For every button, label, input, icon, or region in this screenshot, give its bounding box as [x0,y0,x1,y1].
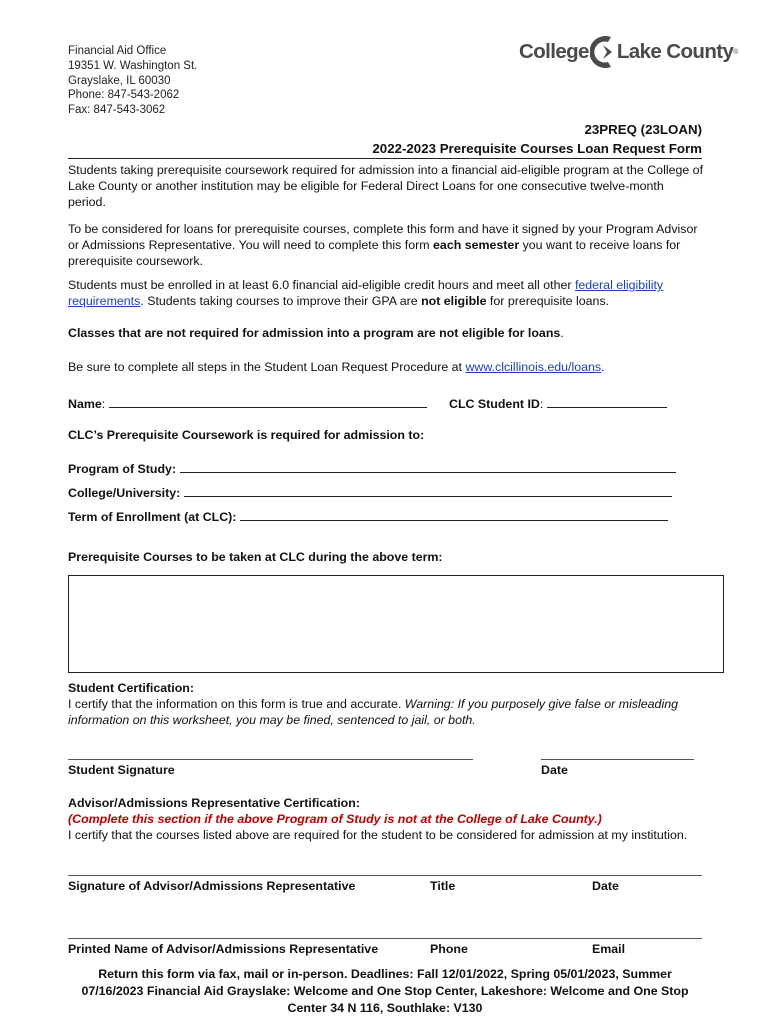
office-name: Financial Aid Office [68,45,167,57]
advisor-signature-label: Signature of Advisor/Admissions Representative [68,879,356,893]
intro-paragraph-5: Be sure to complete all steps in the Student Loan Request Procedure at www.clcillinois.edu/loans. [68,360,605,374]
office-fax: Fax: 847-543-3062 [68,104,166,117]
intro-paragraph-4: Classes that are not required for admission into a program are not eligible for loans. [68,326,564,340]
advisor-certification [68,796,704,843]
term-of-enrollment-label: Term of Enrollment (at CLC): [68,510,237,524]
college-university-label: College/University: [68,486,181,500]
term-of-enrollment-input-line[interactable] [240,508,668,521]
advisor-certification-text: I certify that the courses listed above are required for the student to be considered for admission at my institution. [68,827,688,842]
logo-mark-icon [590,35,616,69]
not-eligible-emphasis: not eligible [421,293,487,308]
program-of-study-label: Program of Study: [68,462,177,476]
footer-line-3: Center 34 N 116, Southlake: V130 [287,1001,483,1015]
name-label: Name [68,397,102,411]
form-title: 2022-2023 Prerequisite Courses Loan Request Form [372,141,702,156]
office-phone: Phone: 847-543-2062 [68,89,180,102]
advisor-certification-heading: Advisor/Admissions Representative Certification: [68,796,360,810]
each-semester-emphasis: each semester [433,237,520,252]
college-logo [519,30,738,74]
term-of-enrollment-field[interactable] [68,508,668,524]
student-signature-line[interactable] [68,759,473,760]
loans-procedure-link[interactable]: www.clcillinois.edu/loans [465,360,602,374]
name-input-line[interactable] [109,395,427,408]
header-divider [68,158,702,159]
advisor-printed-name-label: Printed Name of Advisor/Admissions Representative [68,942,379,956]
advisor-title-label: Title [430,879,456,893]
advisor-certification-note: (Complete this section if the above Program of Study is not at the College of Lake County.) [68,811,602,826]
college-university-field[interactable] [68,484,672,500]
footer-line-2: 07/16/2023 Financial Aid Grayslake: Welcome and One Stop Center, Lakeshore: Welcome and One Stop [81,984,689,998]
advisor-signature-line[interactable] [68,875,702,876]
advisor-phone-label: Phone [430,942,468,956]
federal-eligibility-link[interactable]: federal eligibility requirements [68,278,664,308]
student-date-line[interactable] [541,759,694,760]
office-address [68,44,197,118]
student-certification-heading: Student Certification: [68,681,194,695]
office-city: Grayslake, IL 60030 [68,74,171,87]
intro-paragraph-3: Students must be enrolled in at least 6.0 financial aid-eligible credit hours and meet all other federal eligibility requirements. Students taking courses to improve their GPA are not eligible for prerequisite loans. [68,278,664,308]
required-admission-heading: CLC’s Prerequisite Coursework is required for admission to: [68,428,425,442]
form-header [372,120,702,158]
advisor-email-label: Email [592,942,626,956]
intro-paragraph-1: Students taking prerequisite coursework required for admission into a financial aid-eligible program at the College of Lake County or another institution may be eligible for Federal Direct Loans for one consecutive twelve-month period. [68,163,704,209]
student-signature-label: Student Signature [68,763,175,777]
advisor-date-label: Date [592,879,619,893]
prerequisite-courses-box[interactable] [68,575,724,673]
intro-paragraph-2: To be considered for loans for prerequisite courses, complete this form and have it signed by your Program Advisor or Admissions Representative. You will need to complete this form each semester you want to receive loans for prerequisite coursework. [68,222,698,268]
courses-heading: Prerequisite Courses to be taken at CLC during the above term: [68,550,443,564]
student-date-label: Date [541,763,568,777]
student-certification-warning: Warning: If you purposely give false or misleading information on this worksheet, you may be fined, sentenced to jail, or both. [68,696,678,727]
footer-instructions [20,966,750,1017]
office-street: 19351 W. Washington St. [68,59,198,72]
footer-line-1: Return this form via fax, mail or in-person. Deadlines: Fall 12/01/2022, Spring 05/01/2023, Summer [98,967,672,981]
student-id-label: CLC Student ID [449,397,540,411]
advisor-printed-name-line[interactable] [68,938,702,939]
logo-text-right: Lake County [616,40,734,63]
logo-trademark: ® [733,48,739,56]
name-field[interactable]: Name: [68,395,427,411]
logo-text-left: College [519,40,589,63]
program-of-study-input-line[interactable] [180,460,676,473]
form-code: 23PREQ (23LOAN) [584,122,702,137]
student-id-field[interactable]: CLC Student ID: [449,395,667,411]
student-certification-text: I certify that the information on this form is true and accurate. [68,696,405,711]
college-university-input-line[interactable] [184,484,672,497]
program-of-study-field[interactable] [68,460,676,476]
student-certification [68,681,704,728]
student-id-input-line[interactable] [547,395,667,408]
